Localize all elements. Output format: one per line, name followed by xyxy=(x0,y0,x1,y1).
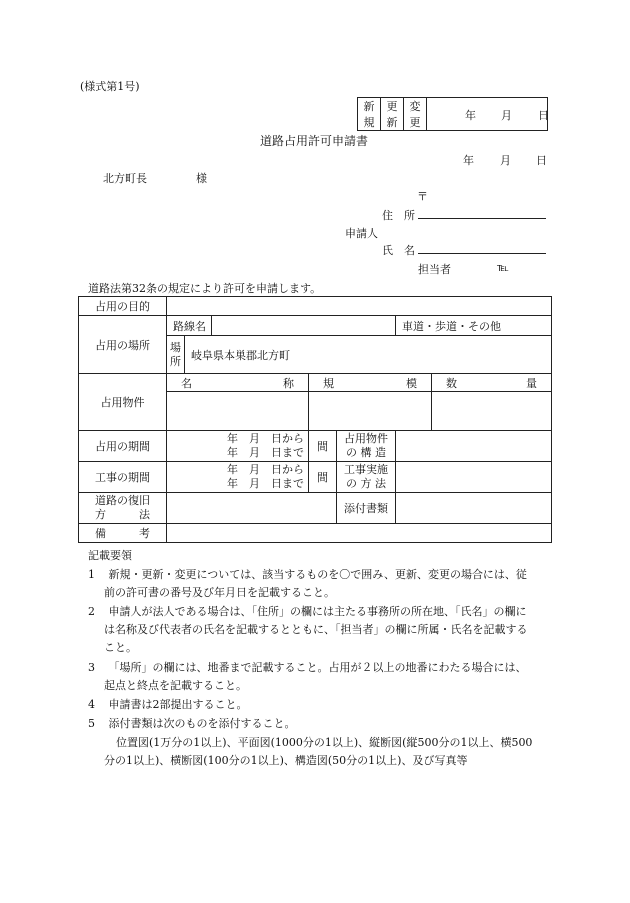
tel-label: ℡ xyxy=(497,261,509,274)
route-field[interactable] xyxy=(212,316,396,336)
note-line: 前の許可書の番号及び年月日を記載すること。 xyxy=(104,586,335,599)
status-new: 新 規 xyxy=(358,98,381,131)
name-field[interactable] xyxy=(418,239,546,254)
period-label: 占用の期間 xyxy=(79,431,167,462)
address-field[interactable] xyxy=(418,204,546,219)
attach-label: 添付書類 xyxy=(337,493,396,524)
object-qty-field[interactable] xyxy=(432,392,552,431)
restore-label: 道路の復旧 方 法 xyxy=(79,493,167,524)
note-line: こと。 xyxy=(104,641,137,654)
remarks-field[interactable] xyxy=(167,524,552,543)
object-scale-field[interactable] xyxy=(309,392,432,431)
period-dates[interactable]: 年 月 日から 年 月 日まで xyxy=(167,431,309,462)
contact-label: 担当者 xyxy=(418,263,451,276)
restore-field[interactable] xyxy=(167,493,337,524)
note-line: 起点と終点を記載すること。 xyxy=(104,679,247,692)
location-label: 場 所 xyxy=(167,336,185,374)
work-period-between: 間 xyxy=(309,462,337,493)
structure-field[interactable] xyxy=(396,431,552,462)
attach-field[interactable] xyxy=(396,493,552,524)
work-method-field[interactable] xyxy=(396,462,552,493)
honorific: 様 xyxy=(196,172,207,185)
status-box xyxy=(357,97,548,131)
remarks-label: 備 考 xyxy=(79,524,167,543)
status-renew: 更 新 xyxy=(381,98,404,131)
notes-heading: 記載要領 xyxy=(88,549,132,562)
work-method-label: 工事実施 の 方 法 xyxy=(337,462,396,493)
period-between: 間 xyxy=(309,431,337,462)
work-period-dates[interactable]: 年 月 日から 年 月 日まで xyxy=(167,462,309,493)
intro-text: 道路法第32条の規定により許可を申請します。 xyxy=(88,282,322,295)
route-label: 路線名 xyxy=(167,316,212,336)
note-line: 位置図(1万分の1以上)、平面図(1000分の1以上)、縦断図(縦500分の1以上、横500 xyxy=(116,736,533,749)
object-name-header: 名 称 xyxy=(167,374,309,392)
location-value[interactable]: 岐阜県本巣郡北方町 xyxy=(185,336,552,374)
submit-year: 年 xyxy=(463,154,474,167)
address-label: 住 所 xyxy=(382,209,415,222)
addressee: 北方町長 xyxy=(103,172,147,185)
place-label: 占用の場所 xyxy=(79,316,167,374)
work-period-label: 工事の期間 xyxy=(79,462,167,493)
object-qty-header: 数 量 xyxy=(432,374,552,392)
note-item: 3 「場所」の欄には、地番まで記載すること。占用が２以上の地番にわたる場合には、 xyxy=(88,661,527,674)
name-label: 氏 名 xyxy=(382,244,415,257)
road-type: 車道・歩道・その他 xyxy=(396,316,552,336)
purpose-field[interactable] xyxy=(167,297,552,316)
postal-mark: 〒 xyxy=(417,190,428,203)
submit-day: 日 xyxy=(536,154,547,167)
object-label: 占用物件 xyxy=(79,374,167,431)
status-date: 年 月 日 xyxy=(427,98,548,131)
page-title: 道路占用許可申請書 xyxy=(260,134,369,148)
form-number: (様式第1号) xyxy=(80,80,140,93)
status-change: 変 更 xyxy=(404,98,427,131)
note-item: 4 申請書は2部提出すること。 xyxy=(88,698,248,711)
note-item: 1 新規・更新・変更については、該当するものを〇で囲み、更新、変更の場合には、従 xyxy=(88,568,527,581)
applicant-label: 申請人 xyxy=(345,227,378,240)
note-line: 分の1以上)、横断図(100分の1以上)、構造図(50分の1以上)、及び写真等 xyxy=(104,754,468,767)
structure-label: 占用物件 の 構 造 xyxy=(337,431,396,462)
note-item: 5 添付書類は次のものを添付すること。 xyxy=(88,717,296,730)
object-scale-header: 規 模 xyxy=(309,374,432,392)
note-line: は名称及び代表者の氏名を記載するとともに、「担当者」の欄に所属・氏名を記載する xyxy=(104,623,528,636)
purpose-label: 占用の目的 xyxy=(79,297,167,316)
object-name-field[interactable] xyxy=(167,392,309,431)
application-table xyxy=(78,296,552,543)
submit-month: 月 xyxy=(500,154,511,167)
note-item: 2 申請人が法人である場合は、「住所」の欄には主たる事務所の所在地、「氏名」の欄に xyxy=(88,605,527,618)
